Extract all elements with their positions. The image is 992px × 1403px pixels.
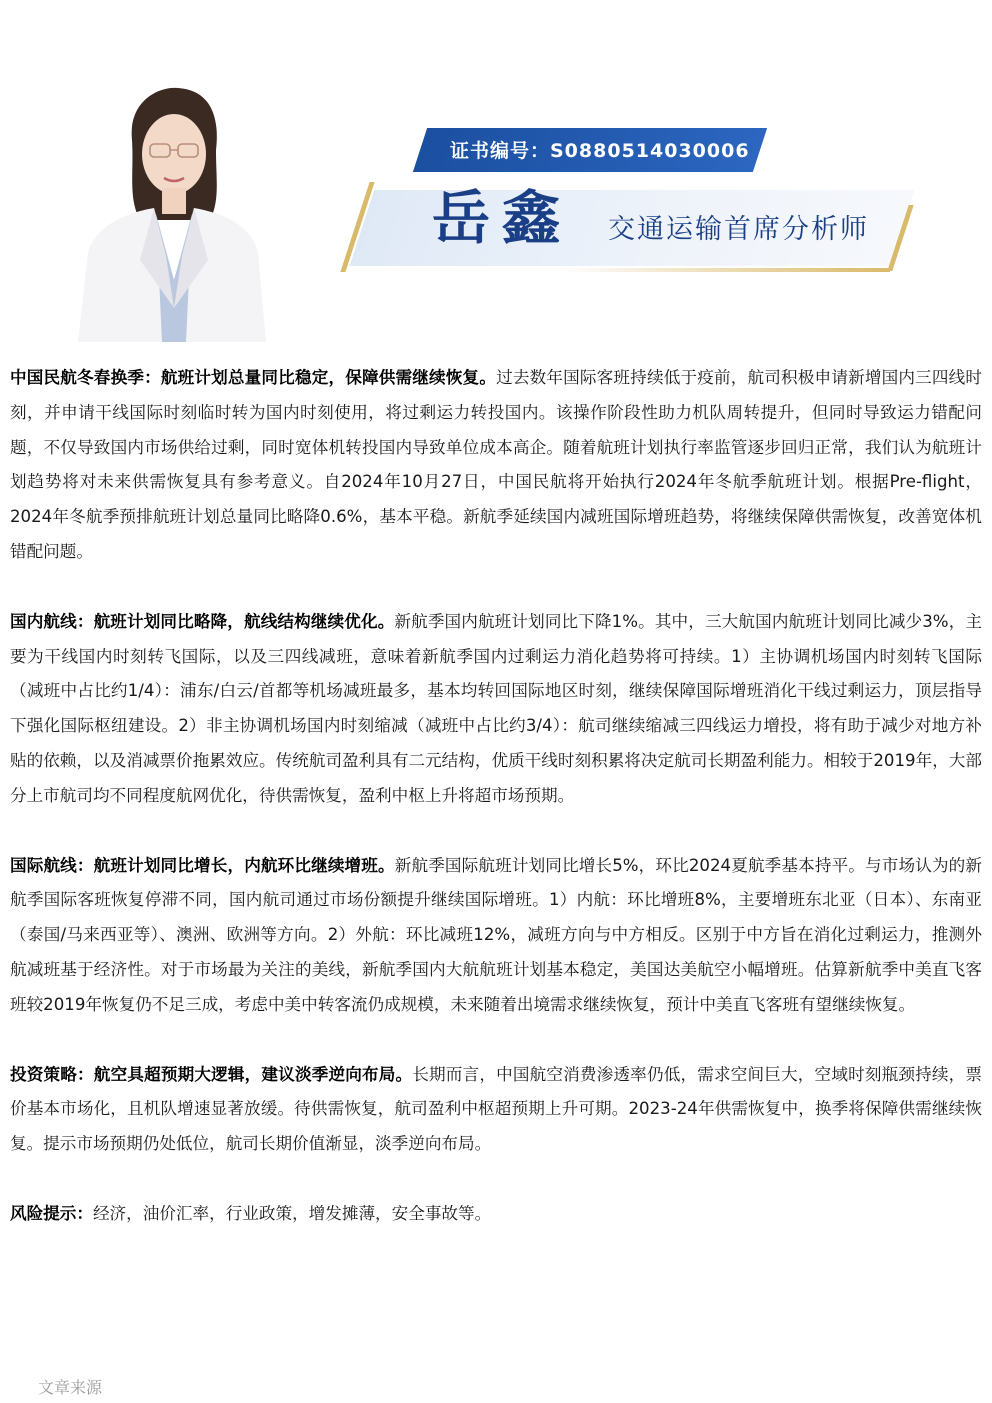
paragraph-text: 新航季国内航班计划同比下降1%。其中，三大航国内航班计划同比减少3%，主要为干线国内时刻转飞国际，以及三四线减班，意味着新航季国内过剩运力消化趋势将可持续。1）主协调机场国内时刻转飞国际（减班中占比约1/4）：浦东/白云/首都等机场减班最多，基本均转回国际地区时刻，继续保障国际增班消化干线过剩运力，顶层指导下强化国际枢纽建设。2）非主协调机场国内时刻缩减（减班中占比约3/4）：航司继续缩减三四线运力增投，将有助于减少对地方补贴的依赖，以及消减票价拖累效应。传统航司盈利具有二元结构，优质干线时刻积累将决定航司长期盈利能力。相较于2019年，大部分上市航司均不同程度航网优化，待供需恢复，盈利中枢上升将超市场预期。 bbox=[10, 611, 982, 805]
analyst-title: 交通运输首席分析师 bbox=[608, 214, 869, 245]
paragraph-lead: 风险提示： bbox=[10, 1203, 93, 1223]
paragraph-lead: 投资策略：航空具超预期大逻辑，建议淡季逆向布局。 bbox=[10, 1064, 413, 1084]
cert-number: 证书编号：S0880514030006 bbox=[450, 140, 750, 162]
paragraph-lead: 国内航线：航班计划同比略降，航线结构继续优化。 bbox=[10, 611, 395, 631]
paragraph-text: 经济，油价汇率，行业政策，增发摊薄，安全事故等。 bbox=[92, 1203, 492, 1223]
paragraph-international-routes bbox=[10, 849, 982, 1023]
paragraph-text: 过去数年国际客班持续低于疫前，航司积极申请新增国内三四线时刻，并申请干线国际时刻临时转为国内时刻使用，将过剩运力转投国内。该操作阶段性助力机队周转提升，但同时导致运力错配问题，不仅导致国内市场供给过剩，同时宽体机转投国内导致单位成本高企。随着航班计划执行率监管逐步回归正常，我们认为航班计划趋势将对未来供需恢复具有参考意义。自2024年10月27日，中国民航将开始执行2024年冬航季航班计划。根据Pre-flight，2024年冬航季预排航班计划总量同比略降0.6%，基本平稳。新航季延续国内减班国际增班趋势，将继续保障供需恢复，改善宽体机错配问题。 bbox=[10, 368, 983, 561]
paragraph-lead: 国际航线：航班计划同比增长，内航环比继续增班。 bbox=[10, 855, 395, 875]
gold-accent-bottom bbox=[560, 268, 890, 272]
analyst-photo bbox=[70, 80, 270, 342]
paragraph-domestic-routes bbox=[10, 605, 982, 814]
analyst-banner bbox=[0, 0, 992, 350]
analyst-name: 岳鑫 bbox=[432, 184, 573, 252]
paragraph-lead: 中国民航冬春换季：航班计划总量同比稳定，保障供需继续恢复。 bbox=[10, 368, 497, 387]
paragraph-risk-warning bbox=[10, 1197, 982, 1232]
paragraph-text: 长期而言，中国航空消费渗透率仍低，需求空间巨大，空域时刻瓶颈持续，票价基本市场化，且机队增速显著放缓。待供需恢复，航司盈利中枢超预期上升可期。2023-24年供需恢复中，换季将保障供需继续恢复。提示市场预期仍处低位，航司长期价值渐显，淡季逆向布局。 bbox=[10, 1064, 983, 1154]
article-source-link[interactable]: 文章来源 bbox=[38, 1378, 103, 1397]
paragraph-text: 新航季国际航班计划同比增长5%，环比2024夏航季基本持平。与市场认为的新航季国际客班恢复停滞不同，国内航司通过市场份额提升继续国际增班。1）内航：环比增班8%，主要增班东北亚（日本）、东南亚（泰国/马来西亚等）、澳洲、欧洲等方向。2）外航：环比减班12%，减班方向与中方相反。区别于中方旨在消化过剩运力，推测外航减班基于经济性。对于市场最为关注的美线，新航季国内大航航班计划基本稳定，美国达美航空小幅增班。估算新航季中美直飞客班较2019年恢复仍不足三成，考虑中美中转客流仍成规模，未来随着出境需求继续恢复，预计中美直飞客班有望继续恢复。 bbox=[10, 855, 983, 1014]
paragraph-investment-strategy bbox=[10, 1058, 982, 1162]
paragraph-winter-schedule bbox=[10, 361, 982, 570]
article-body bbox=[10, 361, 983, 1397]
